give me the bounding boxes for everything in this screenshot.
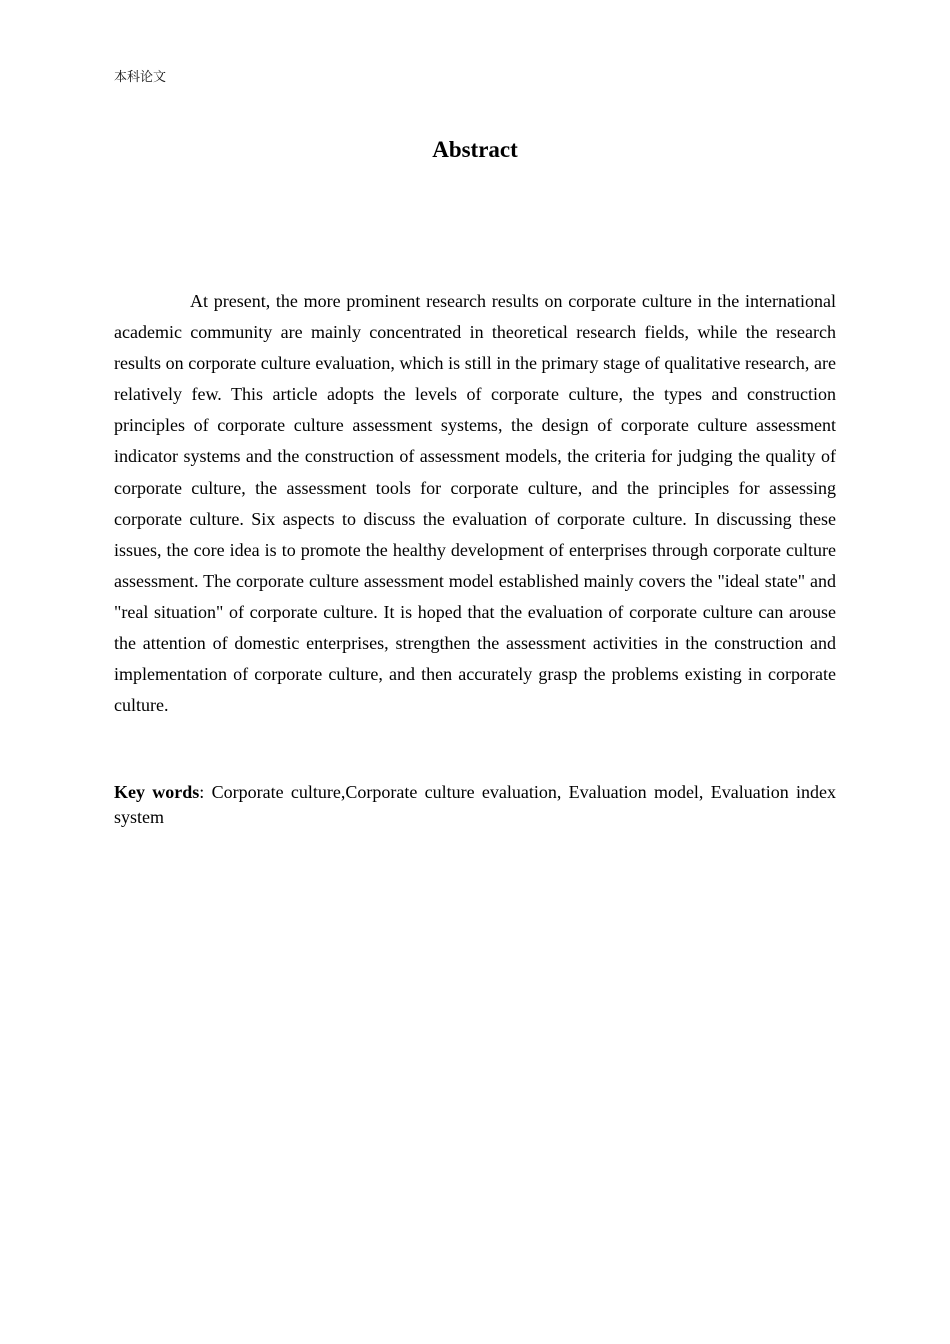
keywords-label: Key words (114, 782, 200, 802)
keywords-line (114, 780, 836, 830)
abstract-body: At present, the more prominent research results on corporate culture in the international academic community are mainly concentrated in theoretical research fields, while the research results on corporate culture evaluation, which is still in the primary stage of qualitative research, are relatively few. This article adopts the levels of corporate culture, the types and construction principles of corporate culture assessment systems, the design of corporate culture assessment indicator systems and the construction of assessment models, the criteria for judging the quality of corporate culture, the assessment tools for corporate culture, and the principles for assessing corporate culture. Six aspects to discuss the evaluation of corporate culture. In discussing these issues, the core idea is to promote the healthy development of enterprises through corporate culture assessment. The corporate culture assessment model established mainly covers the "ideal state" and "real situation" of corporate culture. It is hoped that the evaluation of corporate culture can arouse the attention of domestic enterprises, strengthen the assessment activities in the construction and implementation of corporate culture, and then accurately grasp the problems existing in corporate culture. (114, 291, 836, 716)
abstract-title: Abstract (432, 137, 518, 162)
keywords-separator: : (199, 782, 212, 802)
keywords-text: Corporate culture,Corporate culture evaluation, Evaluation model, Evaluation index system (114, 782, 836, 827)
running-header: 本科论文 (114, 70, 167, 85)
